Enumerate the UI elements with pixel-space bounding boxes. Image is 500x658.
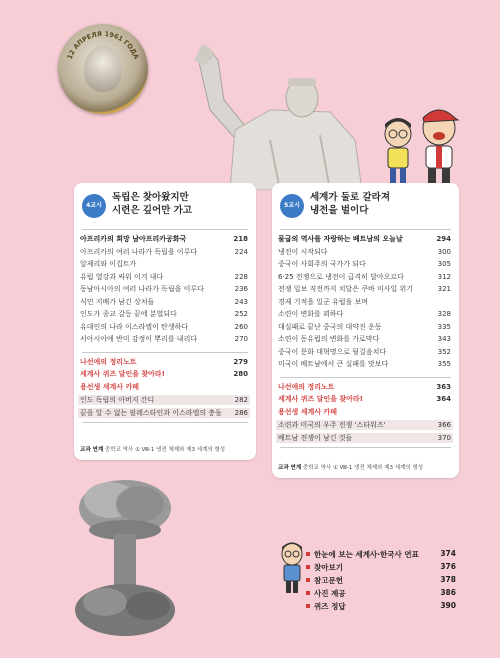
appendix-row <box>314 588 456 599</box>
toc-row-page: 236 <box>234 285 248 293</box>
toc-row-label: 알제리와 이집트가 <box>80 260 137 268</box>
toc-row-page: 279 <box>233 357 248 366</box>
toc-row <box>80 285 248 293</box>
bullet-icon <box>306 578 310 582</box>
toc-extra-row <box>278 383 451 391</box>
toc-row <box>278 348 451 356</box>
bullet-icon <box>306 591 310 595</box>
toc-row <box>278 298 451 306</box>
chapter-5-card <box>272 183 459 478</box>
appendix-label: 참고문헌 <box>314 576 343 585</box>
chapter-title-line2: 시련은 깊어만 가고 <box>112 205 193 216</box>
toc-row <box>278 248 451 256</box>
toc-row <box>80 273 248 281</box>
toc-row-label: 인도 독립의 아버지 간디 <box>80 396 155 404</box>
toc-row-label: 유대인의 나라 이스라엘이 탄생하다 <box>80 322 189 331</box>
toc-row-label: 베트남 전쟁이 남긴 것들 <box>278 433 353 442</box>
cartoon-boy-cap-icon <box>414 104 464 190</box>
toc-extra-row <box>276 420 453 430</box>
appendix-row <box>314 601 456 612</box>
chapter-title-line1: 세계가 둘로 갈라져 <box>310 192 391 203</box>
toc-row-label: 세계사 퀴즈 달인을 찾아라! <box>278 395 363 403</box>
toc-row <box>80 310 248 318</box>
appendix-label: 사진 제공 <box>314 589 346 598</box>
toc-row <box>278 260 451 268</box>
toc-row-page: 370 <box>437 433 451 442</box>
toc-row <box>80 298 248 306</box>
toc-row <box>80 235 248 243</box>
toc-row-label: 중국이 문화 대혁명으로 뒷걸음치다 <box>278 347 387 356</box>
chapter-title-line2: 냉전을 벌이다 <box>310 205 369 216</box>
toc-row-page: 218 <box>233 235 248 243</box>
curriculum-link-text: 중학교 역사 ① Ⅷ-1 냉전 체제와 제3 세계의 형성 <box>104 447 226 453</box>
toc-row-page: 294 <box>436 235 451 243</box>
mushroom-cloud-image <box>70 470 180 640</box>
toc-row-page: 243 <box>234 297 248 306</box>
toc-row-page: 286 <box>234 408 248 417</box>
toc-row-label: 아프리카의 희망 남아프리카공화국 <box>80 235 187 243</box>
toc-row-page: 328 <box>437 310 451 318</box>
bullet-icon <box>306 565 310 569</box>
divider <box>82 352 248 353</box>
toc-row-label: 물굽의 역사를 자랑하는 베트남의 오늘날 <box>278 235 403 243</box>
toc-row-label: 경제 기적을 일군 유럽을 보며 <box>278 297 369 306</box>
curriculum-link <box>278 463 423 471</box>
toc-row-page: 282 <box>234 396 248 404</box>
appendix-label: 퀴즈 정답 <box>314 602 346 611</box>
toc-row-label: 소련과 미국의 우주 전쟁 '스타워즈' <box>278 421 386 429</box>
toc-row-label: 미국이 베트남에서 큰 실패를 맛보다 <box>278 360 389 368</box>
toc-row-label: 소련이 변화를 꾀하다 <box>278 310 344 318</box>
toc-row-page: 366 <box>437 421 451 429</box>
chapter-badge: 4교시 <box>82 194 106 218</box>
toc-row-page: 252 <box>234 310 248 318</box>
toc-row-page: 335 <box>437 322 451 331</box>
gagarin-coin-image <box>58 24 148 114</box>
toc-row <box>278 310 451 318</box>
appendix-page: 374 <box>440 549 456 558</box>
toc-row-label: 서아시아에 반미 감정이 뿌리를 내리다 <box>80 335 198 343</box>
chapter-badge: 5교시 <box>280 194 304 218</box>
toc-row <box>278 285 451 293</box>
toc-extra-row <box>80 383 248 391</box>
curriculum-link <box>80 445 225 453</box>
divider <box>82 229 248 230</box>
toc-row-label: 용선생 세계사 카페 <box>80 382 139 391</box>
toc-row-label: 식민 지배가 남긴 상처들 <box>80 297 155 306</box>
toc-row-label: 중국이 사회주의 국가가 되다 <box>278 260 366 268</box>
toc-row <box>278 360 451 368</box>
chapter-4-card <box>74 183 256 460</box>
divider <box>280 229 451 230</box>
toc-row-label: 인도가 종교 갈등 끝에 분열되다 <box>80 310 177 318</box>
toc-row-label: 대실패로 끝난 중국의 대약진 운동 <box>278 322 382 331</box>
toc-row <box>278 323 451 331</box>
toc-row-label: 냉전이 시작되다 <box>278 247 328 256</box>
chapter-title-line1: 독립은 찾아왔지만 <box>112 192 189 203</box>
toc-row <box>80 260 248 268</box>
appendix-page: 390 <box>440 601 456 610</box>
coin-inscription: 12 АПРЕЛЯ 1961 ГОДА <box>65 29 141 61</box>
curriculum-link-text: 중학교 역사 ① Ⅷ-1 냉전 체제와 제3 세계의 형성 <box>302 465 424 471</box>
toc-row <box>278 235 451 243</box>
toc-extra-row <box>80 358 248 366</box>
appendix-page: 386 <box>440 588 456 597</box>
toc-row-page: 355 <box>437 360 451 368</box>
curriculum-link-label: 교과 연계 <box>278 465 302 471</box>
toc-row-page: 321 <box>437 285 451 293</box>
toc-row <box>80 248 248 256</box>
toc-row-page: 363 <box>436 382 451 391</box>
toc-row <box>278 273 451 281</box>
toc-row-label: 나선애의 정리노트 <box>278 382 335 391</box>
appendix-row <box>314 562 456 573</box>
curriculum-link-label: 교과 연계 <box>80 447 104 453</box>
toc-row-label: 아프리카의 여러 나라가 독립을 이루다 <box>80 247 198 256</box>
toc-row <box>80 335 248 343</box>
appendix-page: 376 <box>440 562 456 571</box>
toc-row-label: 유럽 열강과 싸워 이겨 내다 <box>80 272 164 281</box>
toc-row-page: 352 <box>437 347 451 356</box>
toc-row-label: 용선생 세계사 카페 <box>278 407 337 416</box>
toc-extra-row <box>278 408 451 416</box>
toc-extra-row <box>78 395 250 405</box>
toc-extra-row <box>276 433 453 443</box>
toc-row-page: 228 <box>234 272 248 281</box>
bullet-icon <box>306 552 310 556</box>
toc-row-page: 305 <box>437 260 451 268</box>
toc-row-label: 6·25 전쟁으로 냉전이 급격히 달아오르다 <box>278 272 404 281</box>
toc-row-page: 270 <box>234 335 248 343</box>
appendix-label: 한눈에 보는 세계사·한국사 연표 <box>314 550 419 559</box>
appendix-row <box>314 575 456 586</box>
cartoon-man-glasses-icon <box>278 542 306 594</box>
toc-row <box>80 323 248 331</box>
bullet-icon <box>306 604 310 608</box>
statue-image <box>180 40 390 190</box>
toc-row-page: 364 <box>436 395 451 403</box>
appendix-page: 378 <box>440 575 456 584</box>
toc-row-page: 312 <box>437 272 451 281</box>
toc-extra-row <box>80 370 248 378</box>
svg-text:12 АПРЕЛЯ 1961 ГОДА <box>66 30 141 60</box>
divider <box>280 447 451 448</box>
toc-row-label: 끝을 알 수 없는 팔레스타인과 이스라엘의 충돌 <box>80 408 222 417</box>
cartoon-boy-glasses-icon <box>378 118 418 188</box>
toc-row-page: 260 <box>234 322 248 331</box>
toc-extra-row <box>278 395 451 403</box>
appendix-row <box>314 549 456 560</box>
divider <box>280 377 451 378</box>
toc-row-label: 세계사 퀴즈 달인을 찾아라! <box>80 370 165 378</box>
toc-row-page: 224 <box>234 247 248 256</box>
toc-extra-row <box>78 408 250 418</box>
toc-row-page: 280 <box>233 370 248 378</box>
toc-row-label: 소련이 동유럽의 변화를 가로막다 <box>278 335 380 343</box>
toc-row-label: 나선애의 정리노트 <box>80 357 137 366</box>
toc-row-label: 전쟁 일보 직전까지 치달은 쿠바 미사일 위기 <box>278 285 414 293</box>
appendix-label: 찾아보기 <box>314 563 343 572</box>
toc-row <box>278 335 451 343</box>
divider <box>82 422 248 423</box>
toc-row-label: 동남아시아의 여러 나라가 독립을 이루다 <box>80 285 204 293</box>
toc-row-page: 300 <box>437 247 451 256</box>
toc-row-page: 343 <box>437 335 451 343</box>
